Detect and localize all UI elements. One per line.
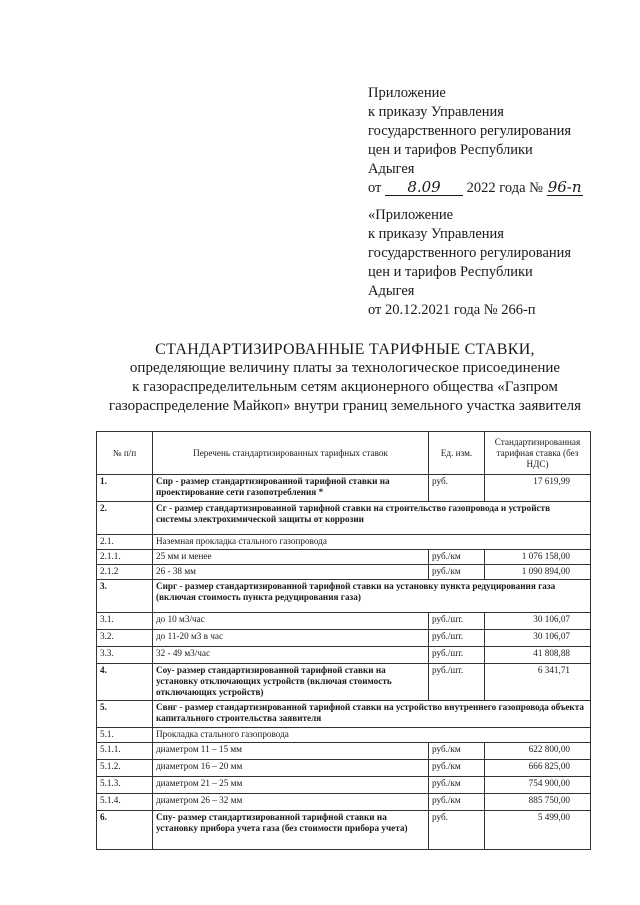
row-name: диаметром 11 – 15 мм (153, 743, 429, 760)
header-line: к приказу Управления (368, 104, 504, 120)
row-unit: руб. (429, 811, 485, 850)
header-line: Адыгея (368, 283, 415, 299)
order-date-line (368, 179, 618, 198)
header-line: Приложение (368, 85, 446, 101)
header-line: Адыгея (368, 161, 415, 177)
row-number: 5. (97, 701, 153, 728)
header-num: № п/п (97, 432, 153, 475)
row-number: 1. (97, 475, 153, 502)
appendix-header-current (368, 84, 618, 198)
title-line: определяющие величину платы за технологическое присоединение (129, 360, 561, 376)
header-unit: Ед. изм. (429, 432, 485, 475)
date-year-label: 2022 года № (466, 180, 543, 196)
table-row (97, 613, 591, 630)
table-header-row (97, 432, 591, 475)
table-row (97, 630, 591, 647)
row-number: 2. (97, 502, 153, 535)
table-row (97, 580, 591, 613)
row-value: 666 825,00 (485, 760, 591, 777)
header-line: государственного регулирования (368, 123, 572, 139)
header-line: «Приложение (368, 207, 454, 223)
handwritten-number: 96-п (547, 178, 582, 196)
row-name: диаметром 21 – 25 мм (153, 777, 429, 794)
row-number: 4. (97, 664, 153, 701)
row-number: 5.1.3. (97, 777, 153, 794)
table-row (97, 647, 591, 664)
row-name: 32 - 49 м3/час (153, 647, 429, 664)
row-number: 5.1.4. (97, 794, 153, 811)
row-number: 3.2. (97, 630, 153, 647)
row-name: Прокладка стального газопровода (153, 728, 591, 743)
row-number: 6. (97, 811, 153, 850)
table-row (97, 550, 591, 565)
header-rate: Стандартизированная тарифная ставка (без НДС) (485, 432, 591, 475)
row-name: диаметром 26 – 32 мм (153, 794, 429, 811)
row-unit: руб./шт. (429, 664, 485, 701)
table-row (97, 760, 591, 777)
row-unit: руб./шт. (429, 613, 485, 630)
table-row (97, 535, 591, 550)
table-row (97, 743, 591, 760)
table-body (97, 475, 591, 850)
row-name: Сг - размер стандартизированной тарифной ставки на строительство газопровода и устройств системы электрохимической защиты от коррозии (153, 502, 591, 535)
header-name: Перечень стандартизированных тарифных ставок (153, 432, 429, 475)
table-row (97, 728, 591, 743)
row-unit: руб./км (429, 565, 485, 580)
header-line: от 20.12.2021 года № 266-п (368, 302, 536, 318)
row-number: 2.1.2 (97, 565, 153, 580)
table-row (97, 777, 591, 794)
table-row (97, 701, 591, 728)
row-name: до 10 м3/час (153, 613, 429, 630)
row-unit: руб./шт. (429, 630, 485, 647)
date-prefix: от (368, 180, 382, 196)
row-name: 25 мм и менее (153, 550, 429, 565)
row-number: 5.1. (97, 728, 153, 743)
table-row (97, 811, 591, 850)
row-value: 30 106,07 (485, 630, 591, 647)
row-unit: руб./км (429, 777, 485, 794)
appendix-header-previous (368, 206, 618, 320)
row-name: Соу- размер стандартизированной тарифной ставки на установку отключающих устройств (включая стоимость отключающих устройств) (153, 664, 429, 701)
header-line: цен и тарифов Республики (368, 264, 533, 280)
row-name: Наземная прокладка стального газопровода (153, 535, 591, 550)
row-number: 5.1.2. (97, 760, 153, 777)
handwritten-date: 8.09 (385, 179, 463, 196)
header-line: цен и тарифов Республики (368, 142, 533, 158)
row-name: Свнг - размер стандартизированной тарифной ставки на устройство внутреннего газопровода объекта капитального строительства заявителя (153, 701, 591, 728)
row-value: 622 800,00 (485, 743, 591, 760)
row-name: диаметром 16 – 20 мм (153, 760, 429, 777)
row-unit: руб./км (429, 794, 485, 811)
row-number: 2.1.1. (97, 550, 153, 565)
row-name: Спр - размер стандартизированной тарифной ставки на проектирование сети газопотребления * (153, 475, 429, 502)
tariff-rates-table (96, 431, 591, 850)
row-unit: руб./шт. (429, 647, 485, 664)
title-line: СТАНДАРТИЗИРОВАННЫЕ ТАРИФНЫЕ СТАВКИ, (155, 341, 535, 358)
row-value: 17 619,99 (485, 475, 591, 502)
table-row (97, 664, 591, 701)
row-number: 3.3. (97, 647, 153, 664)
row-number: 2.1. (97, 535, 153, 550)
row-unit: руб. (429, 475, 485, 502)
row-unit: руб./км (429, 743, 485, 760)
row-unit: руб./км (429, 760, 485, 777)
row-name: Спу- размер стандартизированной тарифной ставки на установку прибора учета газа (без стоимости прибора учета) (153, 811, 429, 850)
header-line: к приказу Управления (368, 226, 504, 242)
row-value: 1 076 158,00 (485, 550, 591, 565)
row-value: 30 106,07 (485, 613, 591, 630)
row-name: 26 - 38 мм (153, 565, 429, 580)
row-value: 885 750,00 (485, 794, 591, 811)
row-number: 5.1.1. (97, 743, 153, 760)
table-row (97, 565, 591, 580)
row-value: 6 341,71 (485, 664, 591, 701)
table-row (97, 502, 591, 535)
title-line: газораспределение Майкоп» внутри границ земельного участка заявителя (108, 398, 582, 414)
row-name: до 11-20 м3 в час (153, 630, 429, 647)
table-row (97, 475, 591, 502)
row-value: 5 499,00 (485, 811, 591, 850)
document-title (90, 340, 600, 416)
row-unit: руб./км (429, 550, 485, 565)
title-line: к газораспределительным сетям акционерного общества «Газпром (132, 379, 558, 395)
row-value: 1 090 894,00 (485, 565, 591, 580)
row-value: 754 900,00 (485, 777, 591, 794)
row-value: 41 808,88 (485, 647, 591, 664)
row-number: 3. (97, 580, 153, 613)
table-row (97, 794, 591, 811)
header-line: государственного регулирования (368, 245, 572, 261)
row-number: 3.1. (97, 613, 153, 630)
row-name: Сирг - размер стандартизированной тарифной ставки на установку пункта редуцирования газа (включая стоимость пункта редуцирования газа) (153, 580, 591, 613)
